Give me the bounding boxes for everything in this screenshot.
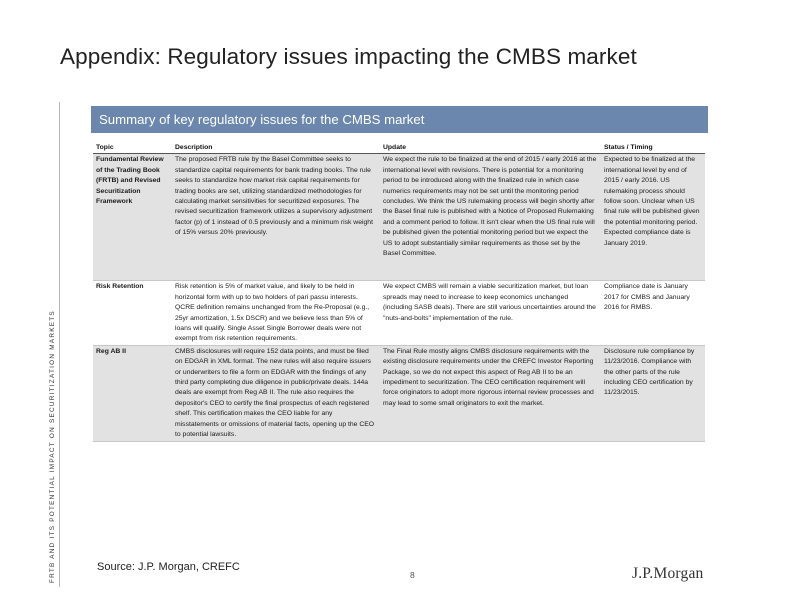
table-header-row [93, 142, 705, 154]
topic-cell: Fundamental Review of the Trading Book (FRTB) and Revised Securitization Framework [93, 154, 172, 281]
status-cell: Compliance date is January 2017 for CMBS and January 2016 for RMBS. [601, 281, 705, 345]
update-cell: The Final Rule mostly aligns CMBS disclosure requirements with the existing disclosure requirements under the CREFC Investor Reporting Package, so we do not expect this aspect of Reg AB II to be an impediment to securitization. The CEO certification requirement will force originators to adopt more rigorous internal review processes and may lead to some small originators to exit the market. [380, 345, 601, 441]
status-cell: Disclosure rule compliance by 11/23/2016. Compliance with the other parts of the rule including CEO certification by 11/23/2015. [601, 345, 705, 441]
vertical-divider [59, 102, 60, 587]
status-cell: Expected to be finalized at the international level by end of 2015 / early 2016. US rulemaking process should follow soon. Unclear when US final rule will be published given the potential monitoring period. Expected compliance date is January 2019. [601, 154, 705, 281]
topic-cell: Risk Retention [93, 281, 172, 345]
header-description: Description [172, 142, 380, 154]
summary-banner-text: Summary of key regulatory issues for the CMBS market [99, 112, 425, 127]
page-number: 8 [410, 570, 415, 580]
header-topic: Topic [93, 142, 172, 154]
description-cell: CMBS disclosures will require 152 data points, and must be filed on EDGAR in XML format. The new rules will also require issuers or underwriters to file a form on EDGAR with the findings of any third party completing due diligence in public/private deals. 144a deals are exempt from Reg AB II. The rule also requires the depositor's CEO to certify the final prospectus of each registered shelf. This certification makes the CEO liable for any misstatements or omissions of material facts, opening up the CEO to potential lawsuits. [172, 345, 380, 441]
regulatory-issues-table [93, 142, 705, 442]
slide-title: Appendix: Regulatory issues impacting the CMBS market [60, 44, 637, 69]
update-cell: We expect CMBS will remain a viable securitization market, but loan spreads may need to increase to keep economics unchanged (including SASB deals). There are still various uncertainties around the "nuts-and-bolts" implementation of the rule. [380, 281, 601, 345]
description-cell: The proposed FRTB rule by the Basel Committee seeks to standardize capital requirements for bank trading books. The rule seeks to standardize how market risk capital requirements for trading books are set, utilizing standardized methodologies for calculating market sensitivities for securitized exposures. The revised securitization framework utilizes a supervisory adjustment factor (p) of 1 instead of 0.5 previously and a minimum risk weight of 15% versus 20% previously. [172, 154, 380, 281]
table-row [93, 281, 705, 345]
source-note: Source: J.P. Morgan, CREFC [97, 561, 240, 573]
table-row [93, 345, 705, 441]
header-status: Status / Timing [601, 142, 705, 154]
side-section-label: FRTB AND ITS POTENTIAL IMPACT ON SECURITIZATION MARKETS [49, 310, 56, 583]
topic-cell: Reg AB II [93, 345, 172, 441]
description-cell: Risk retention is 5% of market value, and likely to be held in horizontal form with up to two holders of pari passu interests. QCRE definition remains unchanged from the Re-Proposal (e.g., 25yr amortization, 1.5x DSCR) and we believe less than 5% of loans will qualify. Single Asset Single Borrower deals were not exempt from risk retention requirements. [172, 281, 380, 345]
update-cell: We expect the rule to be finalized at the end of 2015 / early 2016 at the international level with revisions. There is potential for a monitoring period to be introduced along with the finalized rule in which case numerics requirements may not be set until the monitoring period concludes. We think the US rulemaking process will begin shortly after the Basel final rule is published with a Notice of Proposed Rulemaking and a comment period to follow. It isn't clear when the US final rule will be published given the potential monitoring period but we expect the US to adopt substantially similar requirements as those set by the Basel Committee. [380, 154, 601, 281]
table-row [93, 154, 705, 281]
jpmorgan-logo: J.P.Morgan [632, 565, 704, 582]
header-update: Update [380, 142, 601, 154]
summary-banner [91, 106, 708, 133]
